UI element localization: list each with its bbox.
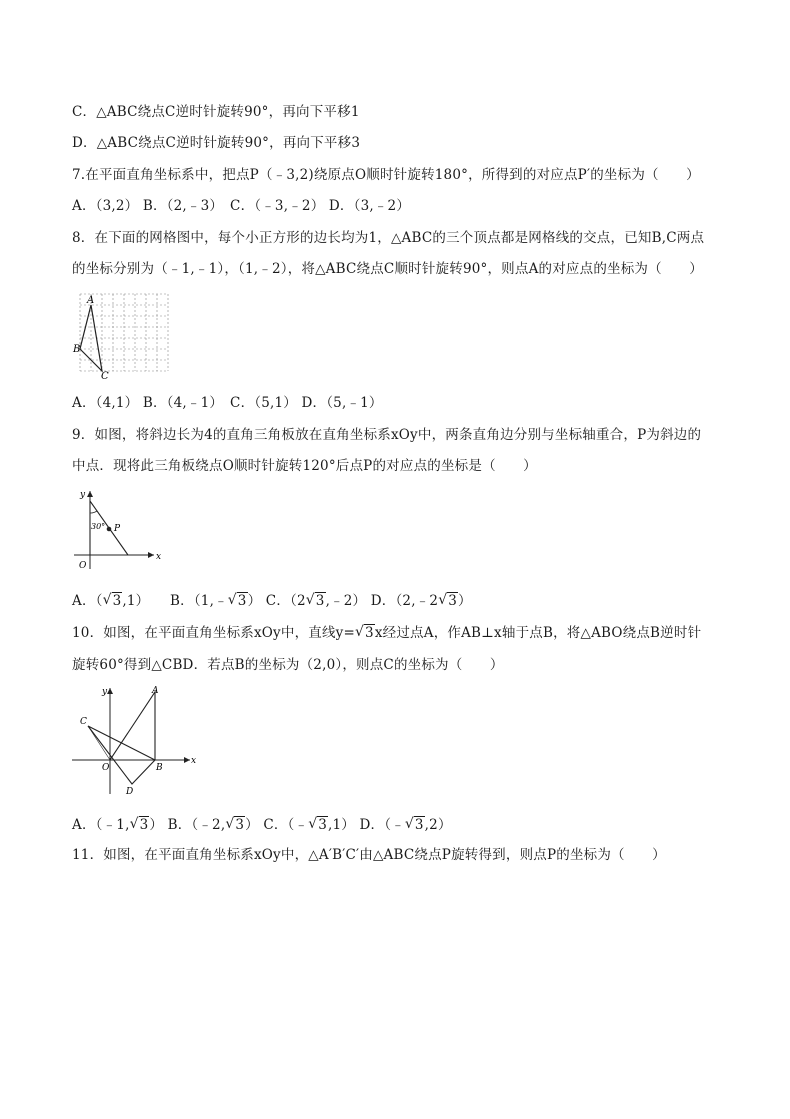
question-10-line-2: 旋转60°得到△CBD．若点B的坐标为（2,0），则点C的坐标为（ ） bbox=[72, 657, 504, 673]
question-11: 11．如图，在平面直角坐标系xOy中，△A′B′C′由△ABC绕点P旋转得到，则点P的坐标为（ ） bbox=[72, 847, 666, 863]
sqrt-symbol: √ 3 bbox=[103, 592, 123, 610]
option-c-line: C．△ABC绕点C逆时针旋转90°，再向下平移1 bbox=[72, 104, 360, 120]
fig10-label-y: y bbox=[102, 687, 108, 697]
sqrt-symbol: √ 3 bbox=[228, 592, 248, 610]
sqrt-symbol: √ 3 bbox=[438, 592, 458, 610]
fig8-label-b: B bbox=[73, 344, 81, 355]
option-d-line: D．△ABC绕点C逆时针旋转90°，再向下平移3 bbox=[72, 135, 361, 151]
fig9-angle-label: 30° bbox=[91, 522, 106, 531]
question-10-line-1: 10．如图，在平面直角坐标系xOy中，直线y=√ 3x经过点A，作AB⊥x轴于点B，将△ABO绕点B逆时针 bbox=[72, 624, 701, 642]
question-10-options: A．（﹣1,√ 3） B．（﹣2,√ 3） C．（﹣√ 3,1） D．（﹣√ 3,2） bbox=[72, 816, 452, 834]
question-9-line-1: 9．如图，将斜边长为4的直角三角板放在直角坐标系xOy中，两条直角边分别与坐标轴重合，P为斜边的 bbox=[72, 427, 702, 443]
question-8-line-1: 8．在下面的网格图中，每个小正方形的边长均为1，△ABC的三个顶点都是网格线的交点，已知B,C两点 bbox=[72, 230, 705, 246]
question-7: 7.在平面直角坐标系中，把点P（﹣3,2)绕原点O顺时针旋转180°，所得到的对应点P′的坐标为（ ） bbox=[72, 167, 700, 183]
fig10-label-c: C bbox=[80, 717, 87, 727]
sqrt-symbol: √ 3 bbox=[225, 816, 245, 834]
fig10-label-x: x bbox=[191, 756, 197, 766]
sqrt-symbol: √ 3 bbox=[308, 816, 328, 834]
sqrt-symbol: √ 3 bbox=[130, 816, 150, 834]
figure-8-grid bbox=[74, 290, 174, 380]
sqrt-symbol: √ 3 bbox=[405, 816, 425, 834]
question-9-options: A．（√ 3,1） B．（1,﹣√ 3） C．（2√ 3,﹣2） D．（2,﹣2√ 3） bbox=[72, 592, 472, 610]
fig8-label-c: C bbox=[101, 371, 109, 382]
fig10-label-b: B bbox=[156, 763, 163, 773]
fig10-label-a: A bbox=[152, 686, 159, 696]
sqrt-symbol: √ 3 bbox=[355, 624, 375, 642]
fig9-label-p: P bbox=[114, 524, 121, 534]
question-8-options: A．（4,1） B．（4,﹣1） C．（5,1） D．（5,﹣1） bbox=[72, 395, 383, 411]
fig10-label-o: O bbox=[102, 763, 110, 773]
sqrt-symbol: √ 3 bbox=[306, 592, 326, 610]
figure-10-rotation bbox=[70, 684, 200, 800]
fig9-label-y: y bbox=[80, 490, 86, 500]
fig10-label-d: D bbox=[126, 787, 134, 797]
question-9-line-2: 中点．现将此三角板绕点O顺时针旋转120°后点P的对应点的坐标是（ ） bbox=[72, 458, 537, 474]
question-8-line-2: 的坐标分别为（﹣1,﹣1），（1,﹣2），将△ABC绕点C顺时针旋转90°，则点A的对应点的坐标为（ ） bbox=[72, 261, 703, 277]
fig9-label-x: x bbox=[156, 552, 162, 562]
figure-9-triangle bbox=[72, 487, 172, 575]
fig8-label-a: A bbox=[87, 295, 95, 306]
fig9-label-o: O bbox=[79, 561, 87, 571]
question-7-options: A．（3,2） B．（2,﹣3） C．（﹣3,﹣2） D．（3,﹣2） bbox=[72, 198, 411, 214]
